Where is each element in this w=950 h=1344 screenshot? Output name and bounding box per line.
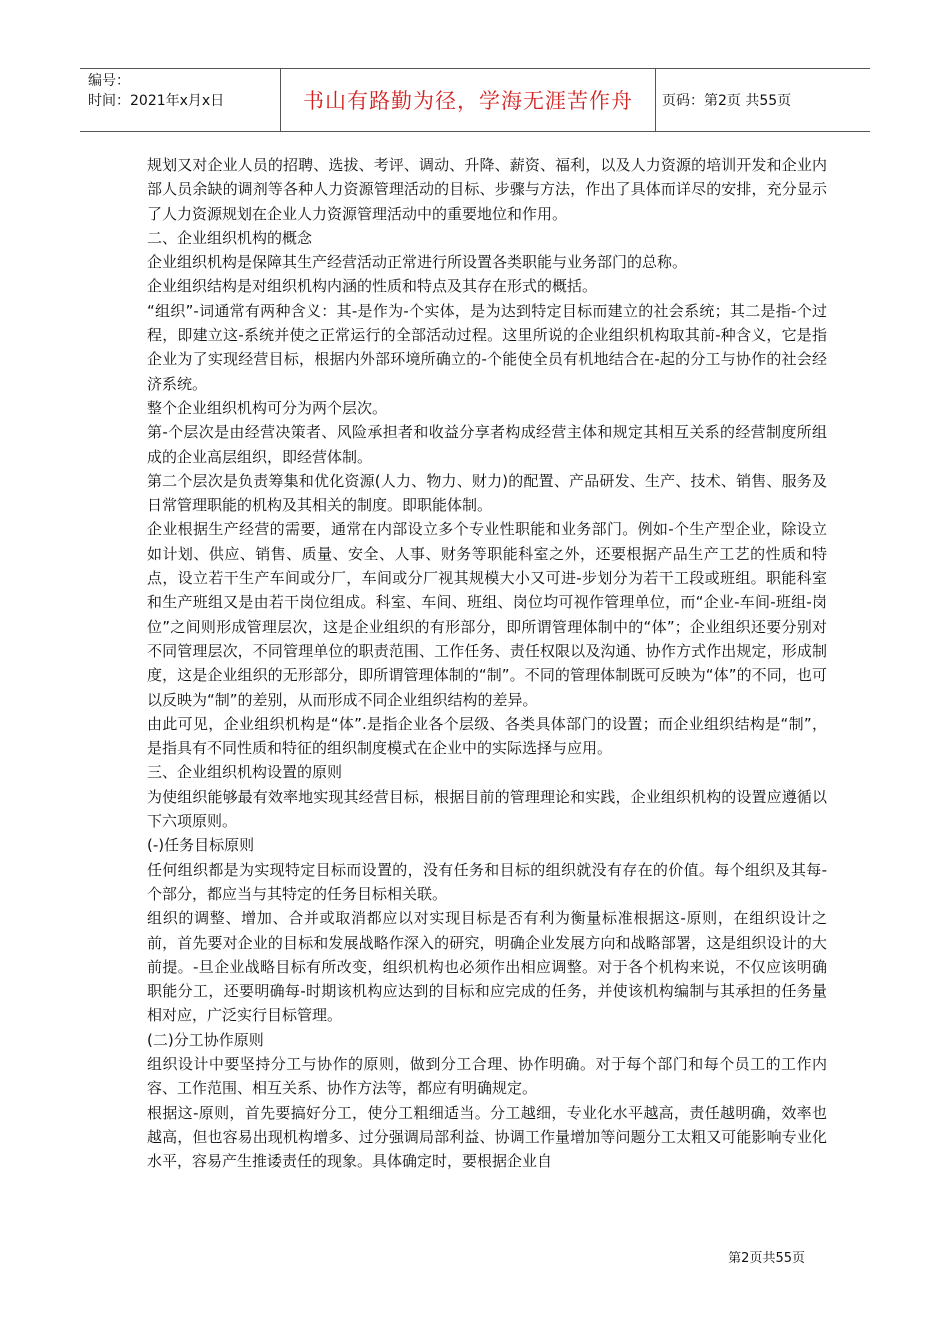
paragraph: 根据这-原则，首先要搞好分工，使分工粗细适当。分工越细，专业化水平越高，责任越明确，效率也越高，但也容易出现机构增多、过分强调局部利益、协调工作量增加等问题分工太粗又可能影响专业化水平，容易产生推诿责任的现象。具体确定时，要根据企业自 <box>147 1103 827 1171</box>
header-divider <box>655 69 656 131</box>
paragraph: 任何组织都是为实现特定目标而设置的，没有任务和目标的组织就没有存在的价值。每个组织及其每-个部分，都应当与其特定的任务目标相关联。 <box>147 860 827 903</box>
paragraph: 企业根据生产经营的需要，通常在内部设立多个专业性职能和业务部门。例如-个生产型企业，除设立如计划、供应、销售、质量、安全、人事、财务等职能科室之外，还要根据产品生产工艺的性质和特点，设立若干生产车间或分厂，车间或分厂视其规模大小又可进-步划分为若干工段或班组。职能科室和生产班组又是由若干岗位组成。科室、车间、班组、岗位均可视作管理单位，而“企业-车间-班组-岗位”之间则形成管理层次，这是企业组织的有形部分，即所谓管理体制中的“体”；企业组织还要分别对不同管理层次，不同管理单位的职责范围、工作任务、责任权限以及沟通、协作方式作出规定，形成制度，这是企业组织的无形部分，即所谓管理体制的“制”。不同的管理体制既可反映为“体”的不同，也可以反映为“制”的差别，从而形成不同企业组织结构的差异。 <box>147 520 827 709</box>
paragraph: “组织”-词通常有两种含义：其-是作为-个实体，是为达到特定目标而建立的社会系统；其二是指-个过程，即建立这-系统并使之正常运行的全部活动过程。这里所说的企业组织机构取其前-种含义，它是指企业为了实现经营目标，根据内外部环境所确立的-个能使全员有机地结合在-起的分工与协作的社会经济系统。 <box>147 301 827 393</box>
paragraph: 由此可见，企业组织机构是“体”.是指企业各个层级、各类具体部门的设置；而企业组织结构是“制”，是指具有不同性质和特征的组织制度模式在企业中的实际选择与应用。 <box>147 714 827 758</box>
header-meta <box>88 71 224 111</box>
paragraph: 第-个层次是由经营决策者、风险承担者和收益分享者构成经营主体和规定其相互关系的经营制度所组成的企业高层组织，即经营体制。 <box>147 423 827 466</box>
document-number: 编号： <box>88 73 130 89</box>
document-date: 时间：2021年x月x日 <box>88 93 225 109</box>
section-heading: 二、企业组织机构的概念 <box>147 228 313 247</box>
page-header <box>80 68 870 132</box>
paragraph: 第二个层次是负责筹集和优化资源(人力、物力、财力)的配置、产品研发、生产、技术、销售、服务及日常管理职能的机构及其相关的制度。即职能体制。 <box>147 471 827 515</box>
header-motto: 书山有路勤为径，学海无涯苦作舟 <box>303 89 633 113</box>
page-footer: 第2页共55页 <box>728 1251 805 1266</box>
paragraph: 企业组织机构是保障其生产经营活动正常进行所设置各类职能与业务部门的总称。 <box>147 253 688 272</box>
paragraph: 整个企业组织机构可分为两个层次。 <box>147 398 388 417</box>
paragraph: 规划又对企业人员的招聘、选拔、考评、调动、升降、薪资、福利，以及人力资源的培训开发和企业内部人员余缺的调剂等各种人力资源管理活动的目标、步骤与方法，作出了具体而详尽的安排，充分显示了人力资源规划在企业人力资源管理活动中的重要地位和作用。 <box>147 156 827 223</box>
subsection-heading: (-)任务目标原则 <box>147 836 255 855</box>
paragraph: 组织设计中要坚持分工与协作的原则，做到分工合理、协作明确。对于每个部门和每个员工的工作内容、工作范围、相互关系、协作方法等，都应有明确规定。 <box>147 1054 827 1098</box>
paragraph: 企业组织结构是对组织机构内涵的性质和特点及其存在形式的概括。 <box>147 277 598 296</box>
paragraph: 为使组织能够最有效率地实现其经营目标，根据目前的管理理论和实践，企业组织机构的设置应遵循以下六项原则。 <box>147 787 827 831</box>
paragraph: 组织的调整、增加、合并或取消都应以对实现目标是否有利为衡量标准根据这-原则，在组织设计之前，首先要对企业的目标和发展战略作深入的研究，明确企业发展方向和战略部署，这是组织设计的大前提。-旦企业战略目标有所改变，组织机构也必须作出相应调整。对于各个机构来说，不仅应该明确职能分工，还要明确每-时期该机构应达到的目标和应完成的任务，并使该机构编制与其承担的任务量相对应，广泛实行目标管理。 <box>147 909 827 1025</box>
header-page-info: 页码：第2页 共55页 <box>662 93 792 109</box>
section-heading: 三、企业组织机构设置的原则 <box>147 763 343 782</box>
subsection-heading: (二)分工协作原则 <box>147 1030 264 1049</box>
document-body <box>147 153 827 1173</box>
